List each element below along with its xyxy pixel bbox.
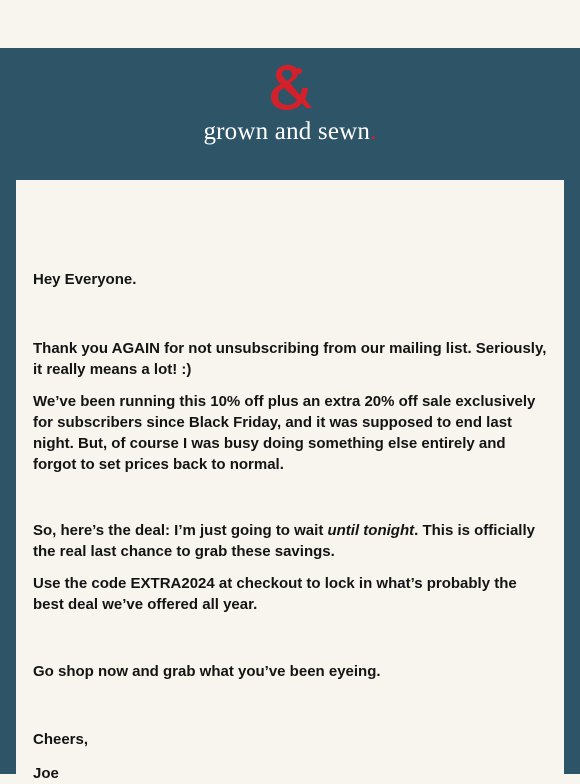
brand-wordmark[interactable]	[0, 118, 580, 146]
greeting: Hey Everyone.	[33, 271, 137, 288]
deal-text-after: . This is officially the real last chance to grab these savings.	[33, 522, 535, 560]
signoff: Cheers,	[33, 731, 89, 748]
sale-info-paragraph: We’ve been running this 10% off plus an extra 20% off sale exclusively for subscribers since Black Friday, and it was supposed to end last night. But, of course I was busy doing something else entirely and forgot to set prices back to normal.	[33, 393, 536, 473]
logo[interactable]	[0, 62, 580, 117]
cta-paragraph: Go shop now and grab what you’ve been eyeing.	[33, 663, 381, 680]
brand-name: grown and sewn	[203, 118, 371, 145]
deal-emphasis: until tonight	[327, 522, 415, 539]
top-spacer	[0, 0, 580, 48]
deal-text-before: So, here’s the deal: I’m just going to wait	[33, 522, 328, 539]
deal-paragraph	[33, 520, 547, 562]
brand-dot: .	[370, 118, 377, 145]
email-body-card	[16, 180, 564, 782]
thanks-paragraph: Thank you AGAIN for not unsubscribing from our mailing list. Seriously, it really means a lot! :)	[33, 340, 547, 378]
signature: Joe	[33, 765, 59, 782]
ampersand-logo-icon	[266, 62, 314, 112]
code-paragraph: Use the code EXTRA2024 at checkout to lock in what’s probably the best deal we’ve offered all year.	[33, 575, 517, 613]
